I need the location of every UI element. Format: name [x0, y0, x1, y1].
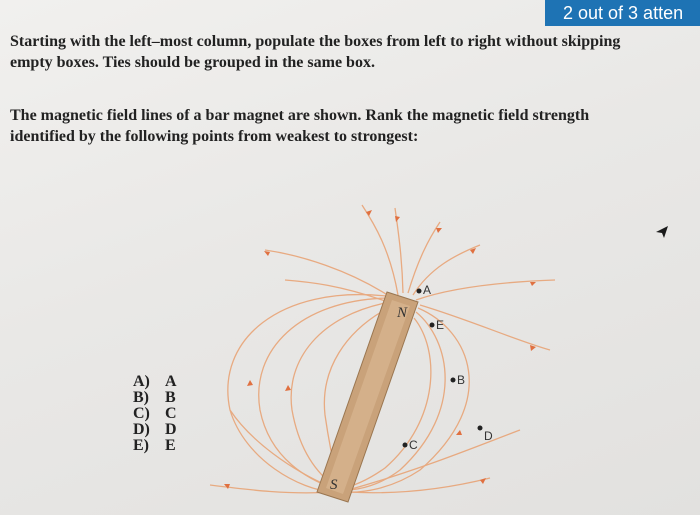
- bar-magnet: [317, 292, 418, 502]
- option-item[interactable]: [133, 438, 177, 454]
- point-a-dot: [417, 289, 422, 294]
- point-a-label: A: [423, 283, 432, 297]
- field-arrow: [456, 430, 462, 435]
- field-arrow: [264, 251, 270, 256]
- instructions-line-2: empty boxes. Ties should be grouped in the same box.: [10, 54, 375, 71]
- south-pole-label: S: [330, 477, 338, 493]
- point-b-label: B: [457, 373, 466, 387]
- mouse-cursor-icon: [654, 224, 672, 242]
- point-e-dot: [430, 323, 435, 328]
- field-arrow: [395, 216, 400, 222]
- option-value: C: [165, 405, 177, 422]
- question-line-2: identified by the following points from weakest to strongest:: [10, 128, 419, 145]
- point-c-dot: [403, 443, 408, 448]
- field-arrow: [366, 210, 372, 216]
- option-item[interactable]: [133, 422, 177, 438]
- point-e-label: E: [436, 318, 445, 332]
- field-arrow: [285, 385, 291, 391]
- field-arrow: [436, 228, 442, 233]
- instructions-line-1: Starting with the left–most column, populate the boxes from left to right without skipping: [10, 33, 621, 50]
- field-line: [362, 205, 398, 295]
- option-letter: A): [133, 373, 150, 390]
- north-pole-label: N: [397, 305, 408, 321]
- magnet-highlight: [326, 300, 410, 494]
- option-letter: C): [133, 405, 150, 422]
- option-item[interactable]: [133, 406, 177, 422]
- option-value: E: [165, 437, 176, 454]
- field-arrow: [480, 478, 486, 484]
- field-arrow: [530, 282, 536, 286]
- option-item[interactable]: [133, 390, 177, 406]
- attempts-badge: 2 out of 3 atten: [545, 0, 700, 26]
- point-b-dot: [451, 378, 456, 383]
- question-line-1: The magnetic field lines of a bar magnet are shown. Rank the magnetic field strength: [10, 107, 590, 124]
- point-c-label: C: [409, 438, 418, 452]
- point-d-dot: [478, 426, 483, 431]
- answer-options: [133, 374, 177, 454]
- field-line: [230, 410, 333, 488]
- option-value: A: [165, 373, 177, 390]
- point-d-label: D: [484, 429, 493, 443]
- option-letter: B): [133, 389, 149, 406]
- field-line: [348, 430, 520, 490]
- option-value: D: [165, 421, 177, 438]
- option-value: B: [165, 389, 176, 406]
- option-letter: E): [133, 437, 149, 454]
- field-arrow: [247, 380, 253, 386]
- option-letter: D): [133, 421, 150, 438]
- field-line: [265, 250, 392, 298]
- option-item[interactable]: [133, 374, 177, 390]
